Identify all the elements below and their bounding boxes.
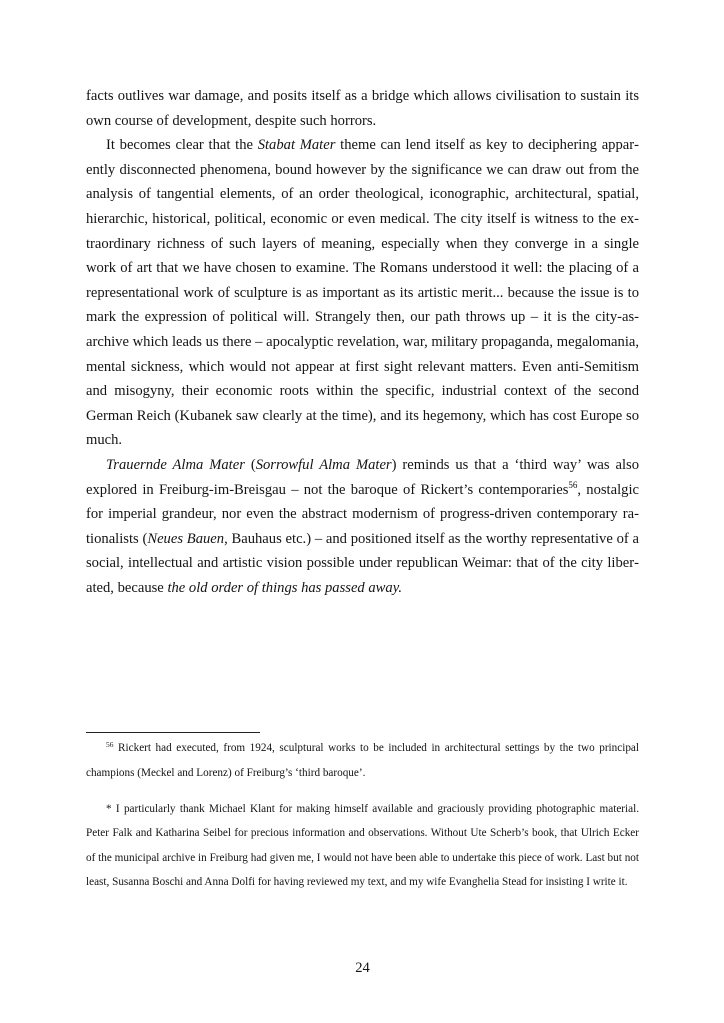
italic-text: Sorrowful Alma Mater xyxy=(255,456,392,473)
italic-text: the old order of things has passed away. xyxy=(167,579,403,596)
body-text xyxy=(86,84,639,600)
text-run: ( xyxy=(244,456,256,473)
acknowledgment-note: * I particularly thank Michael Klant for making himself available and graciously providing photographic material. Peter Falk and Katharina Seibel for precious information and observations. Without Ute Scherb’s book, that Ulrich Ecker of the municipal archive in Freiburg had given me, I would not have been able to undertake this piece of work. Last but not least, Susanna Boschi and Anna Dolfi for having reviewed my text, and my wife Evanghelia Stead for insisting I write it. xyxy=(86,803,639,889)
footnote-reference: 56 xyxy=(568,479,578,490)
text-run: facts outlives war damage, and posits itself as a bridge which allows civilisation to sustain its own course of development, despite such horrors. xyxy=(86,88,639,129)
text-run: ) reminds us that a ‘third way’ was also explored in Freiburg-im-Breisgau – not the baroque of Rickert’s contemporaries xyxy=(86,456,639,498)
text-run: , Bauhaus etc.) – and positioned itself as the worthy representative of a social, intellectual and artistic vision possible under republican Weimar: that of the city liberated, because xyxy=(86,530,639,596)
italic-text: Stabat Mater xyxy=(257,137,336,154)
text-run: , nostalgic for imperial grandeur, nor even the abstract modernism of progress-driven contemporary rationalists ( xyxy=(86,481,639,547)
italic-text: Trauernde Alma Mater xyxy=(106,456,245,473)
paragraph xyxy=(86,133,639,453)
footnote-number: 56 xyxy=(106,740,114,749)
text-run: theme can lend itself as key to deciphering apparently disconnected phenomena, bound however by the significance we can draw out from the analysis of tangential elements, of an order theological, iconographic, architectural, spatial, hierarchic, historical, political, economic or even medical. The city itself is witness to the extraordinary richness of such layers of meaning, especially when they converge in a single work of art that we have chosen to examine. The Romans understood it well: the placing of a representational work of sculpture is as important as its artistic merit... because the issue is to mark the expression of political will. Strangely then, our path throws up – it is the city-as-archive which leads us there – apocalyptic revelation, war, military propaganda, megalomania, mental sickness, which would not appear at first sight relevant matters. Even anti-Semitism and misogyny, their economic roots within the specific, industrial context of the second German Reich (Kubanek saw clearly at the time), and its hegemony, which has cost Europe so much. xyxy=(86,137,639,449)
page-number: 24 xyxy=(355,960,370,976)
paragraph xyxy=(86,84,639,133)
italic-text: Neues Bauen xyxy=(147,530,225,547)
footnote-56 xyxy=(86,736,639,785)
footnote-separator xyxy=(86,732,260,733)
paragraph xyxy=(86,453,639,601)
text-run: It becomes clear that the xyxy=(106,137,258,154)
footnote-text: Rickert had executed, from 1924, sculptural works to be included in architectural settings by the two principal champions (Meckel and Lorenz) of Freiburg’s ‘third baroque’. xyxy=(86,742,639,779)
